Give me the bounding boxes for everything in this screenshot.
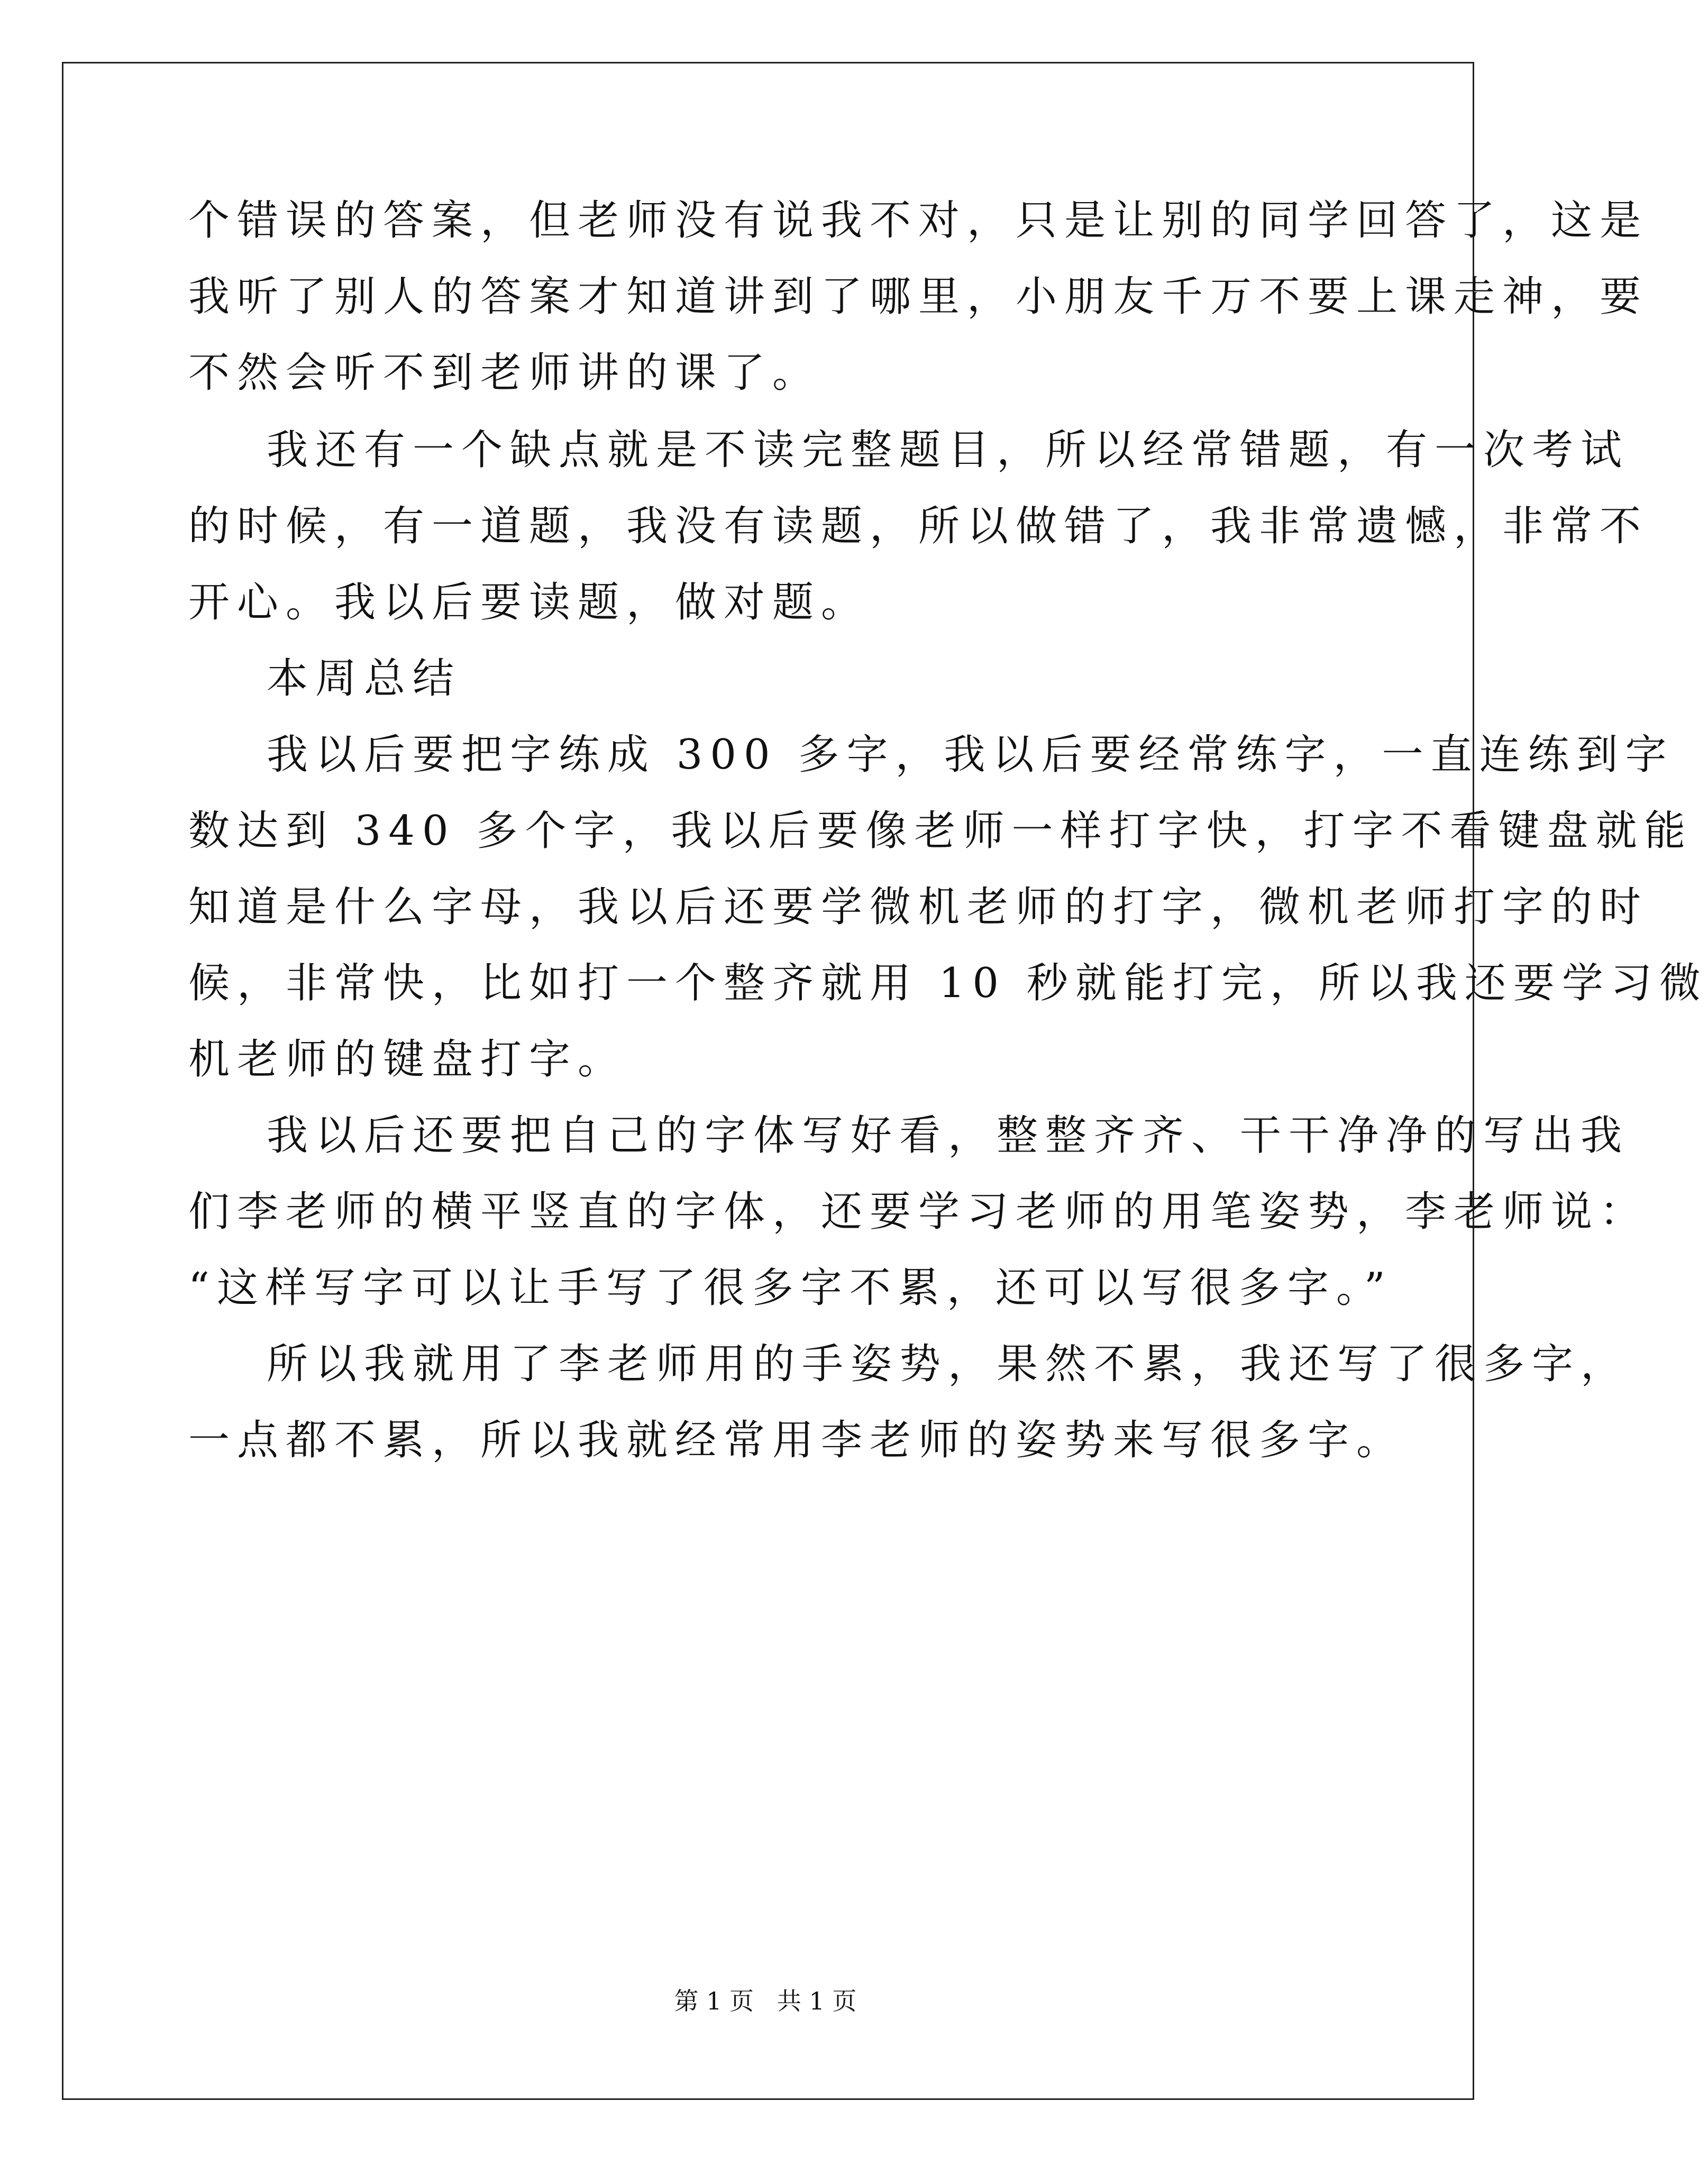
text-line: 的时候，有一道题，我没有读题，所以做错了，我非常遗憾，非常不 (188, 503, 1649, 550)
text-line: 我以后要把字练成 300 多字，我以后要经常练字，一直连练到字 (267, 731, 1674, 779)
text-line: 知道是什么字母，我以后还要学微机老师的打字，微机老师打字的时 (188, 883, 1649, 931)
text-line: 我以后还要把自己的字体写好看，整整齐齐、干干净净的写出我 (267, 1112, 1630, 1159)
text-line: 们李老师的横平竖直的字体，还要学习老师的用笔姿势，李老师说： (188, 1188, 1649, 1236)
text-line: 机老师的键盘打字。 (188, 1036, 627, 1083)
text-line: 一点都不累，所以我就经常用李老师的姿势来写很多字。 (188, 1417, 1405, 1464)
text-line: 不然会听不到老师讲的课了。 (188, 349, 821, 397)
section-heading: 本周总结 (267, 655, 462, 702)
text-line: 所以我就用了李老师用的手姿势，果然不累，我还写了很多字， (267, 1340, 1630, 1388)
text-line: 候，非常快，比如打一个整齐就用 10 秒就能打完，所以我还要学习微 (188, 960, 1708, 1007)
text-line: 个错误的答案，但老师没有说我不对，只是让别的同学回答了，这是 (188, 197, 1649, 244)
text-line: 开心。我以后要读题，做对题。 (188, 579, 870, 626)
page-footer: 第 1 页 共 1 页 (674, 1987, 857, 2015)
text-line: 数达到 340 多个字，我以后要像老师一样打字快，打字不看键盘就能 (188, 807, 1693, 855)
text-line: “这样写字可以让手写了很多字不累，还可以写很多字。” (188, 1264, 1393, 1312)
text-line: 我听了别人的答案才知道讲到了哪里，小朋友千万不要上课走神，要 (188, 273, 1649, 321)
text-line: 我还有一个缺点就是不读完整题目，所以经常错题，有一次考试 (267, 426, 1630, 474)
